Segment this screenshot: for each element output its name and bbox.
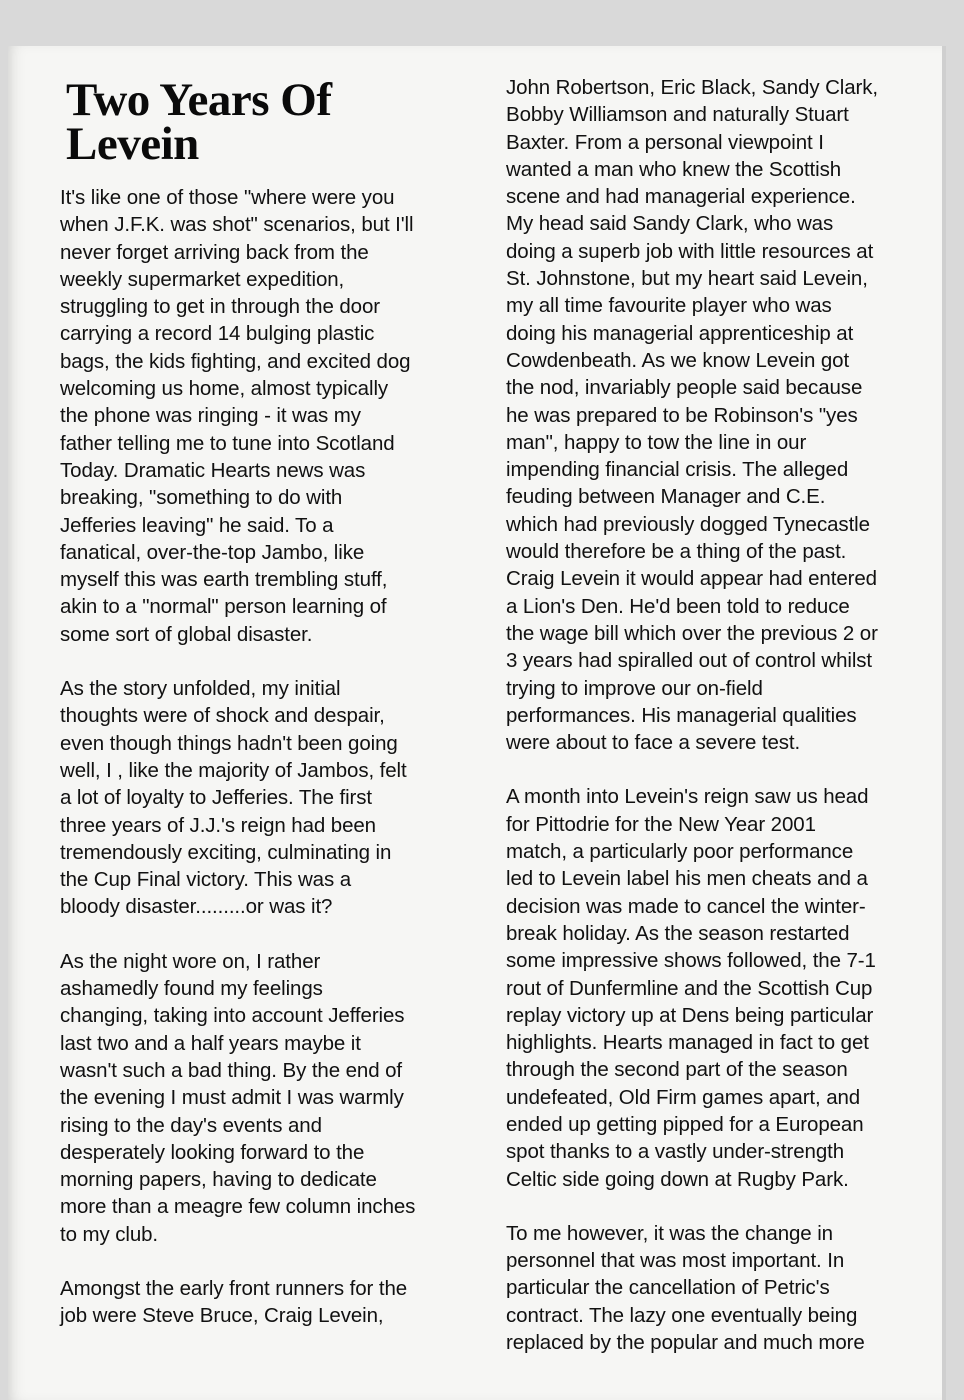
text-line: even though things hadn't been going: [60, 731, 398, 755]
text-line: a Lion's Den. He'd been told to reduce: [506, 594, 850, 618]
right-paragraph-1: [506, 74, 940, 756]
text-line: spot thanks to a vastly under-strength: [506, 1140, 845, 1164]
text-line: were about to face a severe test.: [506, 731, 801, 755]
text-line: morning papers, having to dedicate: [60, 1168, 377, 1192]
text-line: rout of Dunfermline and the Scottish Cup: [506, 976, 873, 1000]
magazine-page: [8, 46, 946, 1400]
text-line: doing his managerial apprenticeship at: [506, 321, 854, 345]
text-line: changing, taking into account Jefferies: [60, 1004, 405, 1028]
text-line: Craig Levein it would appear had entered: [506, 567, 877, 591]
text-line: thoughts were of shock and despair,: [60, 704, 385, 728]
text-line: three years of J.J.'s reign had been: [60, 813, 376, 837]
text-line: the Cup Final victory. This was a: [60, 868, 352, 892]
text-line: he was prepared to be Robinson's "yes: [506, 403, 858, 427]
text-line: particular the cancellation of Petric's: [506, 1276, 830, 1300]
text-line: father telling me to tune into Scotland: [60, 431, 395, 455]
text-line: the nod, invariably people said because: [506, 376, 863, 400]
text-line: breaking, "something to do with: [60, 486, 343, 510]
text-line: myself this was earth trembling stuff,: [60, 568, 388, 592]
text-line: well, I , like the majority of Jambos, felt: [60, 758, 407, 782]
text-line: A month into Levein's reign saw us head: [506, 785, 869, 809]
title-line-2: Levein: [66, 118, 199, 170]
text-line: the wage bill which over the previous 2 or: [506, 621, 878, 645]
left-column: [60, 46, 472, 1330]
text-line: bags, the kids fighting, and excited dog: [60, 349, 411, 373]
text-line: more than a meagre few column inches: [60, 1195, 416, 1219]
text-line: through the second part of the season: [506, 1058, 848, 1082]
text-line: wasn't such a bad thing. By the end of: [60, 1058, 403, 1082]
text-line: personnel that was most important. In: [506, 1249, 845, 1273]
text-line: 3 years had spiralled out of control whilst: [506, 649, 873, 673]
text-line: impending financial crisis. The alleged: [506, 458, 849, 482]
text-line: my all time favourite player who was: [506, 294, 832, 318]
text-line: match, a particularly poor performance: [506, 840, 854, 864]
text-line: Amongst the early front runners for the: [60, 1276, 408, 1300]
text-line: Today. Dramatic Hearts news was: [60, 458, 366, 482]
text-line: performances. His managerial qualities: [506, 703, 857, 727]
page-edge: [942, 46, 946, 1400]
text-line: struggling to get in through the door: [60, 295, 380, 319]
text-line: decision was made to cancel the winter-: [506, 894, 866, 918]
text-line: undefeated, Old Firm games apart, and: [506, 1085, 861, 1109]
text-line: man", happy to tow the line in our: [506, 430, 807, 454]
text-line: tremendously exciting, culminating in: [60, 840, 392, 864]
text-line: desperately looking forward to the: [60, 1140, 365, 1164]
text-line: doing a superb job with little resources at: [506, 239, 874, 263]
text-line: the evening I must admit I was warmly: [60, 1086, 404, 1110]
right-column: [506, 74, 940, 1356]
text-line: feuding between Manager and C.E.: [506, 485, 826, 509]
text-line: ashamedly found my feelings: [60, 977, 323, 1001]
text-line: Bobby Williamson and naturally Stuart: [506, 103, 849, 127]
text-line: last two and a half years maybe it: [60, 1031, 361, 1055]
text-line: the phone was ringing - it was my: [60, 404, 361, 428]
text-line: Jefferies leaving" he said. To a: [60, 513, 334, 537]
text-line: bloody disaster.........or was it?: [60, 895, 333, 919]
text-line: when J.F.K. was shot" scenarios, but I'll: [60, 213, 414, 237]
text-line: some impressive shows followed, the 7-1: [506, 949, 876, 973]
text-line: never forget arriving back from the: [60, 240, 369, 264]
text-line: would therefore be a thing of the past.: [506, 540, 847, 564]
right-paragraph-2: [506, 783, 940, 1192]
text-line: akin to a "normal" person learning of: [60, 595, 387, 619]
text-line: wanted a man who knew the Scottish: [506, 157, 842, 181]
text-line: rising to the day's events and: [60, 1113, 322, 1137]
text-line: John Robertson, Eric Black, Sandy Clark,: [506, 76, 878, 99]
text-line: job were Steve Bruce, Craig Levein,: [60, 1304, 384, 1328]
text-line: As the night wore on, I rather: [60, 949, 321, 973]
text-line: contract. The lazy one eventually being: [506, 1303, 858, 1327]
text-line: fanatical, over-the-top Jambo, like: [60, 540, 365, 564]
left-paragraph-2: [60, 675, 472, 921]
text-line: St. Johnstone, but my heart said Levein,: [506, 267, 868, 291]
text-line: ended up getting pipped for a European: [506, 1112, 864, 1136]
text-line: Celtic side going down at Rugby Park.: [506, 1167, 849, 1191]
text-line: My head said Sandy Clark, who was: [506, 212, 834, 236]
text-line: Cowdenbeath. As we know Levein got: [506, 348, 850, 372]
title-line-1: Two Years Of: [66, 74, 332, 126]
text-line: To me however, it was the change in: [506, 1221, 833, 1245]
article-title: [66, 74, 472, 170]
text-line: for Pittodrie for the New Year 2001: [506, 812, 816, 836]
text-line: trying to improve our on-field: [506, 676, 763, 700]
text-line: some sort of global disaster.: [60, 622, 313, 646]
left-paragraph-1: [60, 184, 472, 648]
text-line: It's like one of those "where were you: [60, 186, 395, 209]
text-line: replay victory up at Dens being particular: [506, 1003, 874, 1027]
text-line: As the story unfolded, my initial: [60, 677, 341, 701]
text-line: led to Levein label his men cheats and a: [506, 867, 868, 891]
text-line: Baxter. From a personal viewpoint I: [506, 130, 824, 154]
text-line: replaced by the popular and much more: [506, 1331, 865, 1355]
right-paragraph-3: [506, 1220, 940, 1356]
text-line: highlights. Hearts managed in fact to get: [506, 1031, 869, 1055]
text-line: which had previously dogged Tynecastle: [506, 512, 870, 536]
text-line: weekly supermarket expedition,: [60, 267, 345, 291]
text-line: scene and had managerial experience.: [506, 185, 856, 209]
text-line: welcoming us home, almost typically: [60, 377, 389, 401]
text-line: break holiday. As the season restarted: [506, 921, 850, 945]
left-paragraph-4: [60, 1275, 472, 1330]
text-line: a lot of loyalty to Jefferies. The first: [60, 786, 372, 810]
left-paragraph-3: [60, 948, 472, 1248]
text-line: carrying a record 14 bulging plastic: [60, 322, 375, 346]
text-line: to my club.: [60, 1222, 159, 1246]
